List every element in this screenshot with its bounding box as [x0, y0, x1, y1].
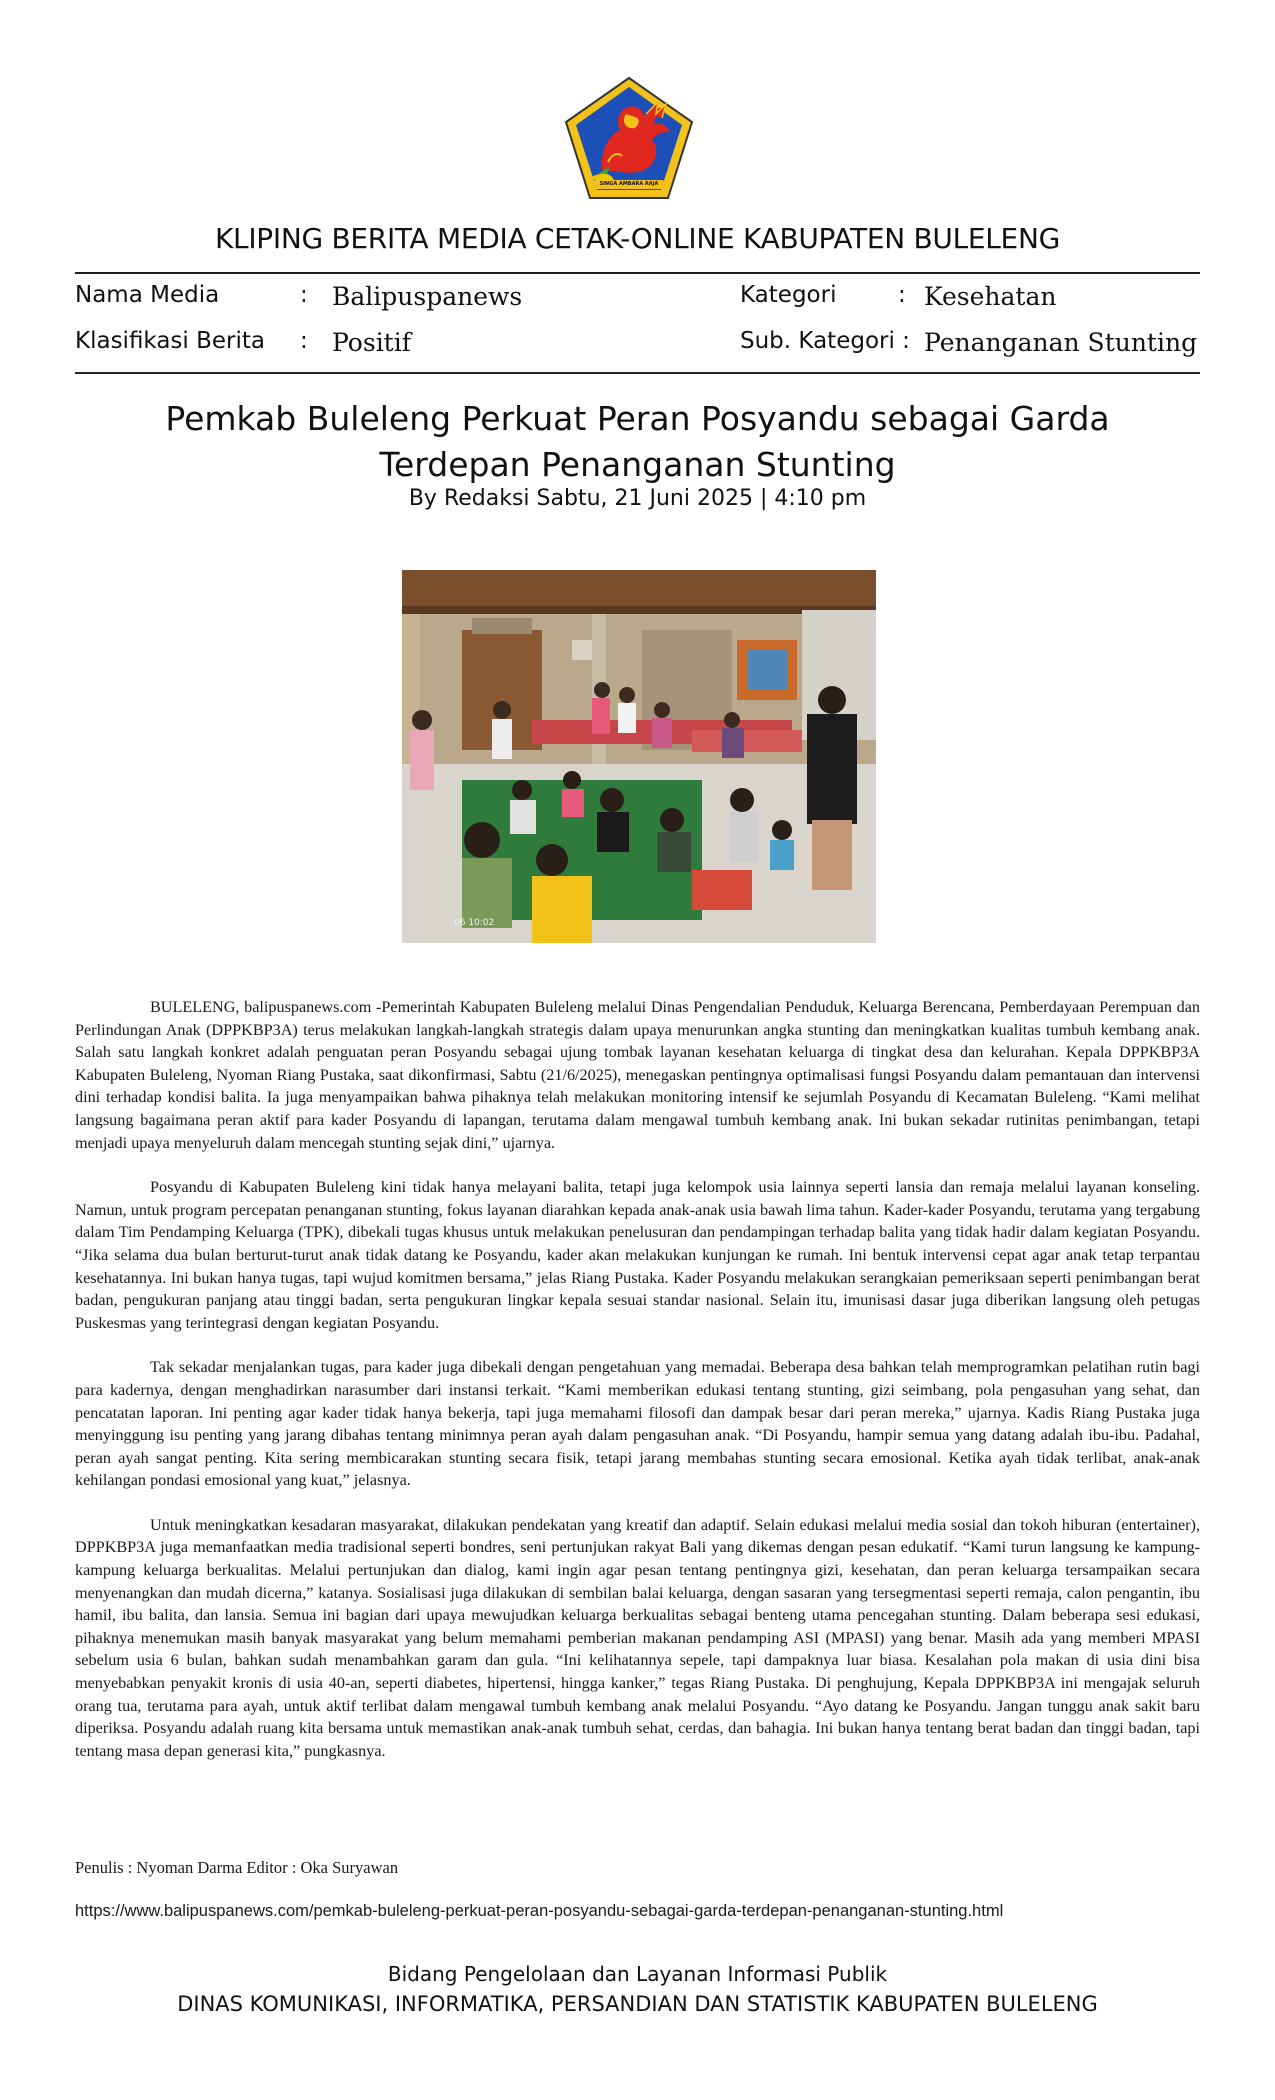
category-value: Kesehatan — [924, 282, 1057, 311]
category-colon: : — [898, 282, 906, 308]
category-label: Kategori — [740, 282, 837, 308]
media-label: Nama Media — [75, 282, 220, 308]
subcategory-value: Penanganan Stunting — [924, 328, 1198, 357]
buleleng-emblem-logo — [562, 74, 696, 202]
emblem-motto: SINGA AMBARA RAJA — [599, 181, 659, 187]
subcategory-label: Sub. Kategori : — [740, 328, 910, 354]
article-paragraph: Posyandu di Kabupaten Buleleng kini tidak hanya melayani balita, tetapi juga kelompok usia lainnya seperti lansia dan remaja melalui layanan konseling. Namun, untuk program percepatan penanganan stunting, fokus layanan diarahkan kepada anak-anak usia bawah lima tahun. Kader-kader Posyandu, terutama yang tergabung dalam Tim Pendamping Keluarga (TPK), dibekali tugas khusus untuk melakukan penelusuran dan pendampingan terhadap balita yang tidak hadir dalam kegiatan Posyandu. “Jika selama dua bulan berturut-turut anak tidak datang ke Posyandu, kader akan melakukan kunjungan ke rumah. Ini bentuk intervensi cepat agar anak tetap terpantau kesehatannya. Ini bukan hanya tugas, tapi wujud komitmen bersama,” jelas Riang Pustaka. Kader Posyandu melakukan serangkaian pemeriksaan seperti penimbangan berat badan, pengukuran panjang atau tinggi badan, serta pengukuran lingkar kepala sesuai standar nasional. Selain itu, imunisasi dasar juga diberikan langsung oleh petugas Puskesmas yang terintegrasi dengan kegiatan Posyandu. — [75, 1178, 1200, 1332]
source-url: https://www.balipuspanews.com/pemkab-buleleng-perkuat-peran-posyandu-sebagai-garda-terdepan-penanganan-stunting.html — [75, 1902, 1004, 1920]
article-photo — [402, 570, 876, 943]
media-value: Balipuspanews — [332, 282, 523, 311]
top-divider — [75, 272, 1200, 274]
photo-timestamp: 06 10:02 — [454, 918, 495, 928]
article-paragraph: Untuk meningkatkan kesadaran masyarakat, dilakukan pendekatan yang kreatif dan adaptif. Selain edukasi melalui media sosial dan tokoh hiburan (entertainer), DPPKBP3A juga memanfaatkan media tradisional seperti bondres, seni pertunjukan rakyat Bali yang dikemas dengan pesan edukatif. “Kami turun langsung ke kampung-kampung keluarga berkualitas. Melalui pertunjukan dan dialog, kami ingin agar pesan tentang pentingnya gizi, kesehatan, dan peran keluarga tersampaikan secara menyenangkan dan mudah dicerna,” katanya. Sosialisasi juga dilakukan di sembilan balai keluarga, dengan sasaran yang tersegmentasi seperti remaja, calon pengantin, ibu hamil, ibu balita, dan lansia. Semua ini bagian dari upaya mewujudkan keluarga berkualitas sebagai benteng utama pencegahan stunting. Dalam beberapa sesi edukasi, pihaknya menemukan masih banyak masyarakat yang belum memahami pemberian makanan pendamping ASI (MPASI) yang benar. Masih ada yang memberi MPASI sebelum usia 6 bulan, bahkan sudah menambahkan garam dan gula. “Ini kelihatannya sepele, tapi dampaknya luar biasa. Kesalahan pola makan di usia dini bisa menyebabkan penyakit kronis di usia 40-an, seperti diabetes, hipertensi, hingga kanker,” tegas Riang Pustaka. Di penghujung, Kepala DPPKBP3A ini mengajak seluruh orang tua, terutama para ayah, untuk aktif terlibat dalam mengawal tumbuh kembang anak melalui Posyandu. “Ayo datang ke Posyandu. Jangan tunggu anak sakit baru diperiksa. Posyandu adalah ruang kita bersama untuk memastikan anak-anak tumbuh sehat, cerdas, dan bahagia. Ini bukan hanya tentang berat badan dan tinggi badan, tapi tentang masa depan generasi kita,” pungkasnya. — [75, 1515, 1200, 1760]
footer-agency: DINAS KOMUNIKASI, INFORMATIKA, PERSANDIAN DAN STATISTIK KABUPATEN BULELENG — [177, 1992, 1098, 2016]
article-byline: By Redaksi Sabtu, 21 Juni 2025 | 4:10 pm — [408, 486, 867, 511]
article-headline: Pemkab Buleleng Perkuat Peran Posyandu sebagai Garda Terdepan Penanganan Stunting — [165, 399, 1110, 484]
meta-divider — [75, 372, 1200, 374]
article-body — [75, 996, 1200, 1784]
article-credits: Penulis : Nyoman Darma Editor : Oka Suryawan — [75, 1858, 399, 1877]
footer-division: Bidang Pengelolaan dan Layanan Informasi Publik — [387, 1962, 888, 1986]
classification-value: Positif — [332, 328, 411, 357]
classification-colon: : — [300, 328, 308, 354]
article-paragraph: BULELENG, balipuspanews.com -Pemerintah Kabupaten Buleleng melalui Dinas Pengendalian Penduduk, Keluarga Berencana, Pemberdayaan Perempuan dan Perlindungan Anak (DPPKBP3A) terus melakukan langkah-langkah strategis dalam upaya menurunkan angka stunting dan meningkatkan kualitas tumbuh kembang anak. Salah satu langkah konkret adalah penguatan peran Posyandu sebagai ujung tombak layanan kesehatan keluarga di tingkat desa dan kelurahan. Kepala DPPKBP3A Kabupaten Buleleng, Nyoman Riang Pustaka, saat dikonfirmasi, Sabtu (21/6/2025), menegaskan pentingnya optimalisasi fungsi Posyandu dalam pemantauan dan intervensi dini terhadap kondisi balita. Ia juga menyampaikan bahwa pihaknya telah melakukan monitoring intensif ke sejumlah Posyandu di Kecamatan Buleleng. “Kami melihat langsung bagaimana peran aktif para kader Posyandu di lapangan, terutama dalam mengawal tumbuh kembang anak. Ini bukan sekadar rutinitas penimbangan, tetapi menjadi upaya menyeluruh dalam mencegah stunting sejak dini,” ujarnya. — [75, 998, 1200, 1152]
article-paragraph: Tak sekadar menjalankan tugas, para kader juga dibekali dengan pengetahuan yang memadai. Beberapa desa bahkan telah memprogramkan pelatihan rutin bagi para kadernya, dengan menghadirkan narasumber dari instansi terkait. “Kami memberikan edukasi tentang stunting, gizi seimbang, pola pengasuhan yang sehat, dan pencatatan laporan. Ini penting agar kader tidak hanya bekerja, tapi juga memahami filosofi dan dampak besar dari peran mereka,” ujarnya. Kadis Riang Pustaka juga menyinggung isu penting yang jarang dibahas tentang minimnya peran ayah dalam pengasuhan anak. “Di Posyandu, hampir semua yang datang adalah ibu-ibu. Padahal, peran ayah sangat penting. Kita sering membicarakan stunting secara fisik, tetapi jarang membahas stunting secara emosional. Ketika ayah tidak terlibat, anak-anak kehilangan pondasi emosional yang kuat,” jelasnya. — [75, 1358, 1200, 1490]
classification-label: Klasifikasi Berita — [75, 328, 266, 354]
media-colon: : — [300, 282, 308, 308]
document-title: KLIPING BERITA MEDIA CETAK-ONLINE KABUPATEN BULELENG — [214, 222, 1060, 255]
